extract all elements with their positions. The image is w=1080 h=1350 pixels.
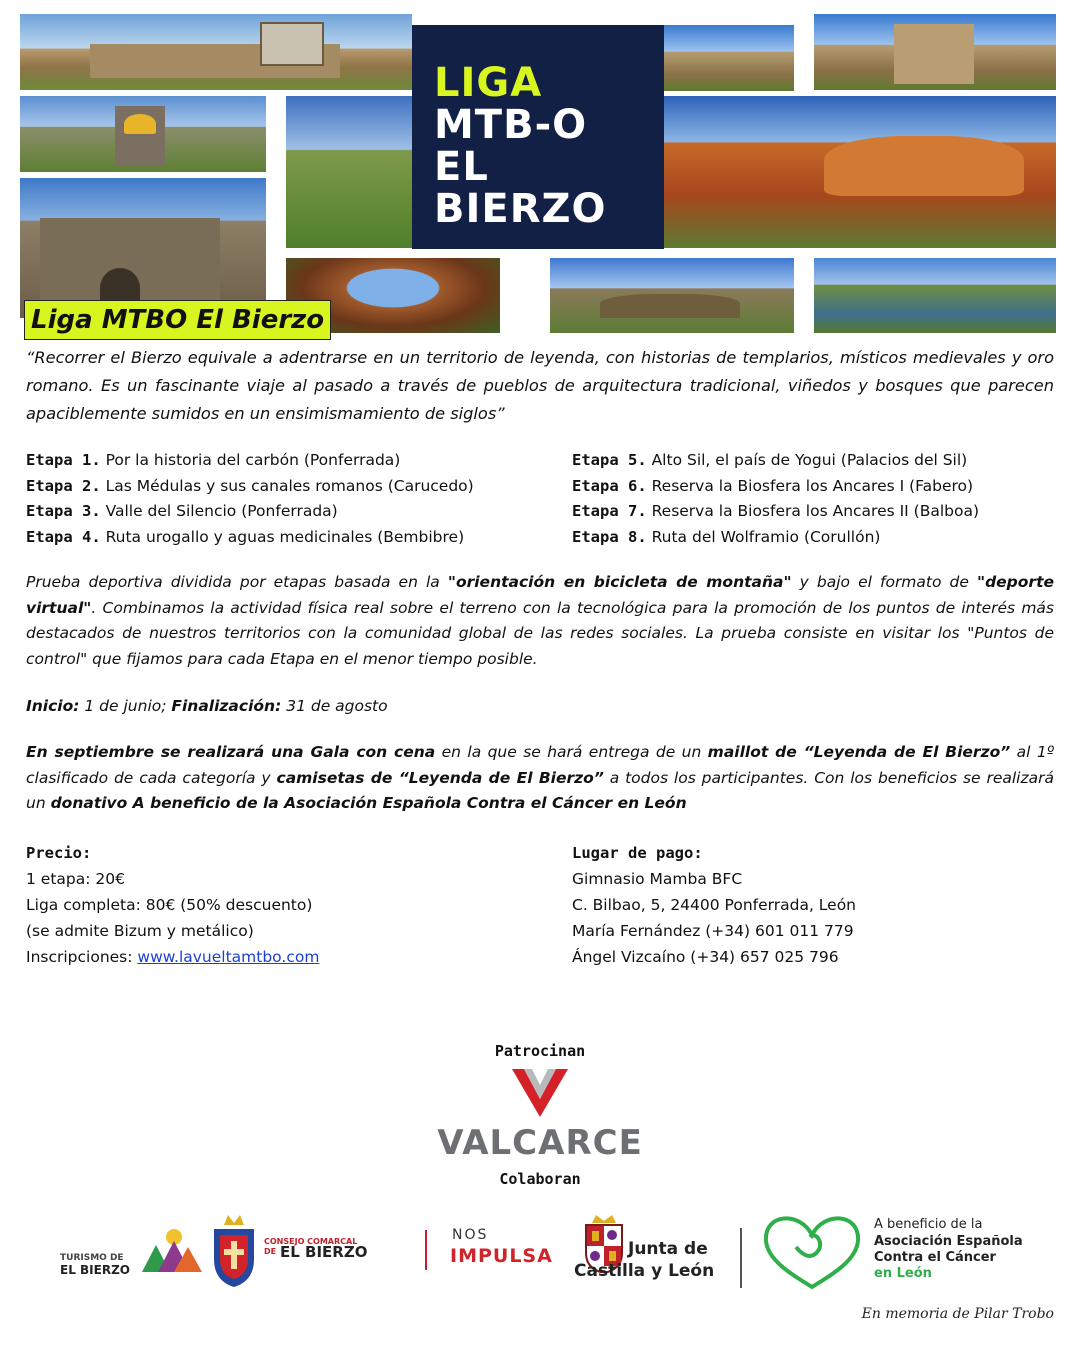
stage-title: Por la historia del carbón (Ponferrada) <box>100 451 401 469</box>
start-date-value: 1 de junio; <box>79 697 172 715</box>
stage-item <box>26 499 474 525</box>
photo-pallozas <box>550 258 794 333</box>
memorial-note: En memoria de Pilar Trobo <box>861 1306 1054 1322</box>
description-highlight-virtual: "deporte virtual" <box>26 573 1054 617</box>
intro-quote: “Recorrer el Bierzo equivale a adentrarse en un territorio de leyenda, con historias de templarios, místicos medievales y oro romano. Es un fascinante viaje al pasado a través de pueblos de arquitectura tradicional, viñedos y bosques que parecen apaciblemente sumidos en un ensimismamiento de siglos” <box>26 348 1054 423</box>
turismo-bierzo-logo <box>60 1205 195 1295</box>
coat-of-arms-icon <box>210 1213 258 1288</box>
sponsors-label: Patrocinan <box>494 1042 586 1060</box>
gala-text: en la que se hará entrega de un <box>435 743 708 761</box>
description-text: . Combinamos la actividad física real sobre el terreno con la tecnológica para la promoción de los puntos de interés más destacados de nuestros territorios con la comunidad global de las redes sociales. La prueba consiste en visitar los "Puntos de control" que fijamos para cada Etapa en el menor tiempo posible. <box>26 598 1054 668</box>
gala-text: al 1º clasificado de cada categoría y <box>26 743 1054 787</box>
turismo-name: EL BIERZO <box>60 1263 130 1277</box>
description-highlight-orientation: "orientación en bicicleta de montaña" <box>447 573 792 591</box>
mountains-icon <box>142 1227 202 1272</box>
consejo-label: CONSEJO COMARCAL <box>264 1237 358 1246</box>
price-title: Precio: <box>26 844 92 862</box>
end-date-value: 31 de agosto <box>281 697 388 715</box>
stage-number: Etapa 6. <box>572 476 647 495</box>
registration-link[interactable]: www.lavueltamtbo.com <box>137 948 320 966</box>
collaborators-label: Colaboran <box>499 1170 581 1188</box>
stage-title: Reserva la Biosfera los Ancares II (Balboa) <box>646 502 980 520</box>
stage-number: Etapa 2. <box>26 476 101 495</box>
stage-number: Etapa 7. <box>572 502 647 520</box>
nos-text: NOS <box>452 1227 489 1243</box>
event-dates <box>26 694 1054 720</box>
page-title: Liga MTBO El Bierzo <box>24 300 331 340</box>
stage-number: Etapa 3. <box>26 502 101 520</box>
photo-stone-tower <box>814 14 1056 90</box>
gala-camisetas: camisetas de “Leyenda de El Bierzo” <box>276 768 604 787</box>
end-date-label: Finalización: <box>171 697 282 715</box>
gala-highlight: En septiembre se realizará una Gala con cena <box>26 743 436 761</box>
stage-title: Reserva la Biosfera los Ancares I (Fabero) <box>646 476 974 495</box>
aecc-logo <box>760 1205 1050 1295</box>
logo-line-mtbo: MTB-O <box>434 102 588 148</box>
photo-castle-ruins <box>20 14 412 90</box>
junta-castilla-leon-logo <box>572 1205 732 1295</box>
aecc-line1: A beneficio de la <box>874 1217 983 1232</box>
gala-donation: donativo A beneficio de la Asociación Española Contra el Cáncer en León <box>50 794 687 812</box>
stage-title: Las Médulas y sus canales romanos (Carucedo) <box>100 476 474 495</box>
gala-text: a todos los participantes. Con los beneficios se realizará un <box>26 768 1054 812</box>
stage-item <box>26 448 474 474</box>
payment-address: C. Bilbao, 5, 24400 Ponferrada, León <box>572 896 857 914</box>
impulsa-text: IMPULSA <box>450 1245 553 1267</box>
turismo-label: TURISMO DE <box>60 1253 124 1263</box>
stage-title: Valle del Silencio (Ponferrada) <box>100 502 338 520</box>
stage-title: Ruta del Wolframio (Corullón) <box>646 527 881 546</box>
logo-line-bierzo: BIERZO <box>434 186 607 232</box>
payment-venue: Gimnasio Mamba BFC <box>572 870 743 888</box>
price-full-league: Liga completa: 80€ (50% descuento) <box>26 896 313 914</box>
stage-number: Etapa 8. <box>572 527 647 546</box>
nos-impulsa-logo <box>450 1205 560 1295</box>
valcarce-v-mark <box>430 1065 650 1121</box>
stages-list-right <box>572 448 979 550</box>
description-text: y bajo el formato de <box>791 573 977 591</box>
stage-number: Etapa 4. <box>26 527 101 546</box>
photo-fortress-tower <box>664 25 794 91</box>
photo-las-medulas <box>664 96 1056 248</box>
price-single-stage: 1 etapa: 20€ <box>26 870 125 888</box>
divider <box>740 1228 742 1288</box>
divider <box>425 1230 427 1270</box>
start-date-label: Inicio: <box>26 697 80 715</box>
aecc-line3: Contra el Cáncer <box>874 1250 996 1265</box>
photo-stone-church <box>20 178 266 318</box>
registration-line <box>26 944 319 970</box>
valcarce-logo <box>430 1065 650 1165</box>
payment-title: Lugar de pago: <box>572 844 703 862</box>
league-logo <box>412 25 664 249</box>
gala-maillot: maillot de “Leyenda de El Bierzo” <box>707 743 1011 761</box>
aecc-line4: en León <box>874 1266 932 1281</box>
gala-info <box>26 740 1054 817</box>
valcarce-wordmark: VALCARCE <box>437 1123 643 1163</box>
junta-line2: Castilla y León <box>574 1261 715 1281</box>
junta-line1: Junta de <box>628 1239 708 1259</box>
stage-number: Etapa 1. <box>26 451 101 469</box>
stage-item <box>26 525 474 551</box>
registration-label: Inscripciones: <box>26 948 138 966</box>
stage-item <box>572 525 979 551</box>
stage-item <box>572 474 979 500</box>
payment-methods: (se admite Bizum y metálico) <box>26 922 254 940</box>
stages-list-left <box>26 448 474 550</box>
stage-item <box>26 474 474 500</box>
stage-item <box>572 448 979 474</box>
consejo-name: EL BIERZO <box>280 1243 368 1261</box>
heart-ribbon-icon <box>760 1207 864 1293</box>
price-section <box>26 840 319 970</box>
stage-item <box>572 499 979 525</box>
logo-line-liga: LIGA <box>434 60 543 106</box>
consejo-comarcal-logo <box>210 1205 390 1295</box>
consejo-de: DE <box>264 1247 277 1256</box>
photo-vineyards <box>286 96 412 248</box>
payment-section <box>572 840 856 970</box>
stage-title: Alto Sil, el país de Yogui (Palacios del Sil) <box>646 451 968 469</box>
logo-line-el: EL <box>434 144 489 190</box>
stage-number: Etapa 5. <box>572 451 647 469</box>
description-text: Prueba deportiva dividida por etapas basada en la <box>26 573 448 591</box>
contact-phone-1: María Fernández (+34) 601 011 779 <box>572 922 854 940</box>
photo-camino-marker <box>20 96 266 172</box>
stage-title: Ruta urogallo y aguas medicinales (Bembibre) <box>100 527 465 546</box>
event-description <box>26 570 1054 672</box>
contact-phone-2: Ángel Vizcaíno (+34) 657 025 796 <box>572 948 839 966</box>
aecc-line2: Asociación Española <box>874 1234 1023 1249</box>
photo-lake-village <box>814 258 1056 333</box>
